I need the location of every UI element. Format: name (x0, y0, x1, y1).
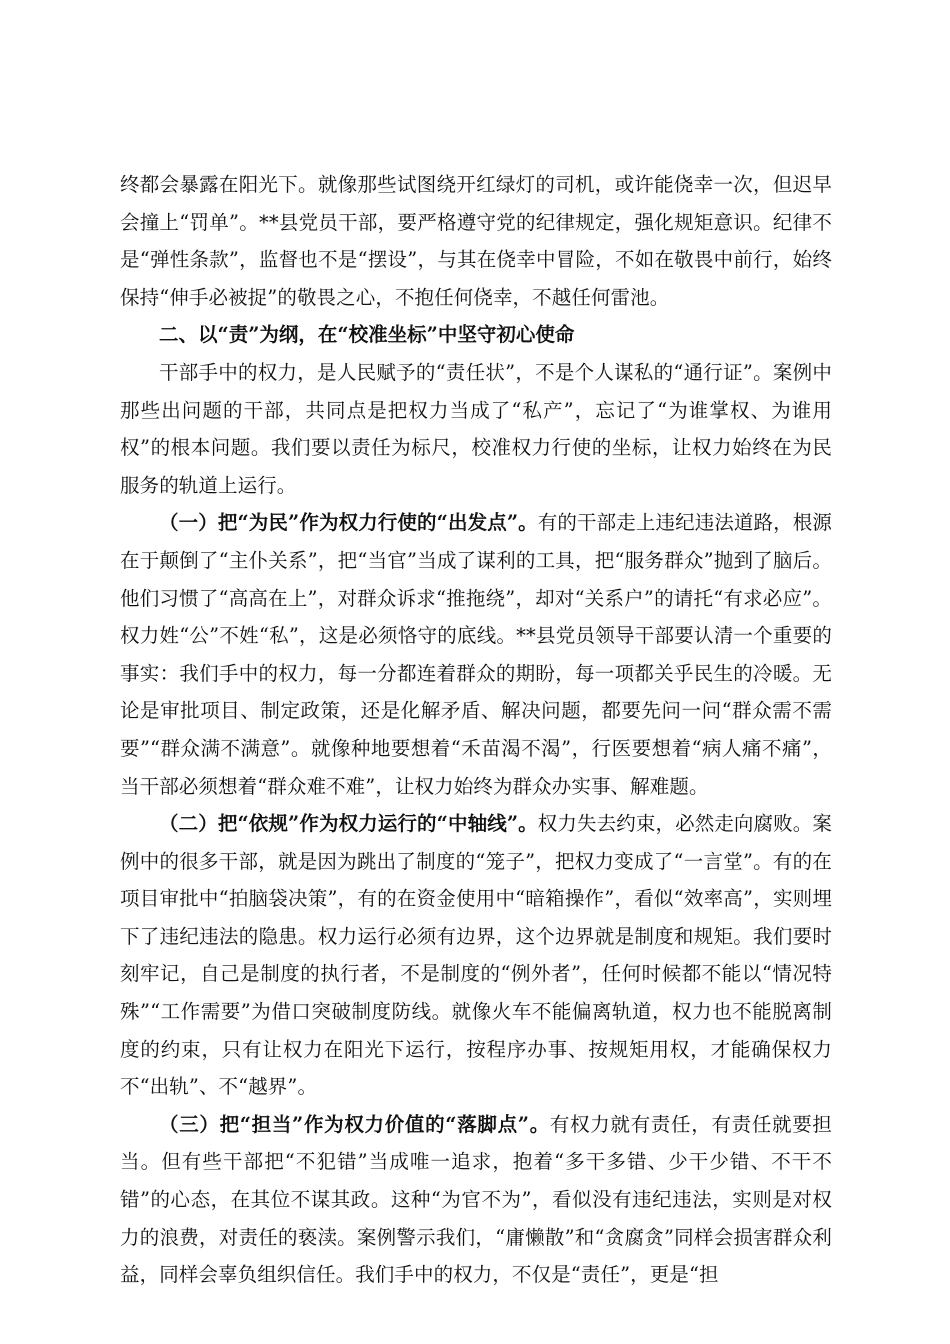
paragraph-item-3-lead: （三）把“担当”作为权力价值的“落脚点”。 (159, 1112, 550, 1136)
paragraph-item-2-lead: （二）把“依规”作为权力运行的“中轴线”。 (159, 812, 538, 836)
paragraph-item-2 (120, 805, 832, 1106)
paragraph-intro: 干部手中的权力，是人民赋予的“责任状”，不是个人谋私的“通行证”。案例中那些出问题的干部，共同点是把权力当成了“私产”，忘记了“为谁掌权、为谁用权”的根本问题。我们要以责任为标尺，校准权力行使的坐标，让权力始终在为民服务的轨道上运行。 (120, 360, 832, 497)
paragraph-continuation: 终都会暴露在阳光下。就像那些试图绕开红绿灯的司机，或许能侥幸一次，但迟早会撞上“罚单”。**县党员干部，要严格遵守党的纪律规定，强化规矩意识。纪律不是“弹性条款”，监督也不是“摆设”，与其在侥幸中冒险，不如在敬畏中前行，始终保持“伸手必被捉”的敬畏之心，不抱任何侥幸，不越任何雷池。 (120, 173, 832, 309)
paragraph-item-1-lead: （一）把“为民”作为权力行使的“出发点”。 (159, 511, 538, 535)
paragraph-item-1 (120, 504, 832, 805)
paragraph-item-1-text: 有的干部走上违纪违法道路，根源在于颠倒了“主仆关系”，把“当官”当成了谋利的工具，把“服务群众”抛到了脑后。他们习惯了“高高在上”，对群众诉求“推拖绕”，却对“关系户”的请托“有求必应”。权力姓“公”不姓“私”，这是必须恪守的底线。**县党员领导干部要认清一个重要的事实：我们手中的权力，每一分都连着群众的期盼，每一项都关乎民生的冷暖。无论是审批项目、制定政策，还是化解矛盾、解决问题，都要先问一问“群众需不需要”“群众满不满意”。就像种地要想着“禾苗渴不渴”，行医要想着“病人痛不痛”，当干部必须想着“群众难不难”，让权力始终为群众办实事、解难题。 (120, 511, 832, 798)
paragraph-item-3-text: 有权力就有责任，有责任就要担当。但有些干部把“不犯错”当成唯一追求，抱着“多干多错、少干少错、不干不错”的心态，在其位不谋其政。这种“为官不为”，看似没有违纪违法，实则是对权力的浪费，对责任的亵渎。案例警示我们，“庸懒散”和“贪腐贪”同样会损害群众利益，同样会辜负组织信任。我们手中的权力，不仅是“责任”，更是“担 (120, 1112, 833, 1287)
section-heading: 二、以“责”为纲，在“校准坐标”中坚守初心使命 (159, 323, 575, 347)
paragraph-item-3 (120, 1106, 832, 1294)
document-page (120, 166, 832, 1294)
paragraph-item-2-text: 权力失去约束，必然走向腐败。案例中的很多干部，就是因为跳出了制度的“笼子”，把权力变成了“一言堂”。有的在项目审批中“拍脑袋决策”，有的在资金使用中“暗箱操作”，看似“效率高”，实则埋下了违纪违法的隐患。权力运行必须有边界，这个边界就是制度和规矩。我们要时刻牢记，自己是制度的执行者，不是制度的“例外者”，任何时候都不能以“情况特殊”“工作需要”为借口突破制度防线。就像火车不能偏离轨道，权力也不能脱离制度的约束，只有让权力在阳光下运行，按程序办事、按规矩用权，才能确保权力不“出轨”、不“越界”。 (120, 812, 832, 1099)
